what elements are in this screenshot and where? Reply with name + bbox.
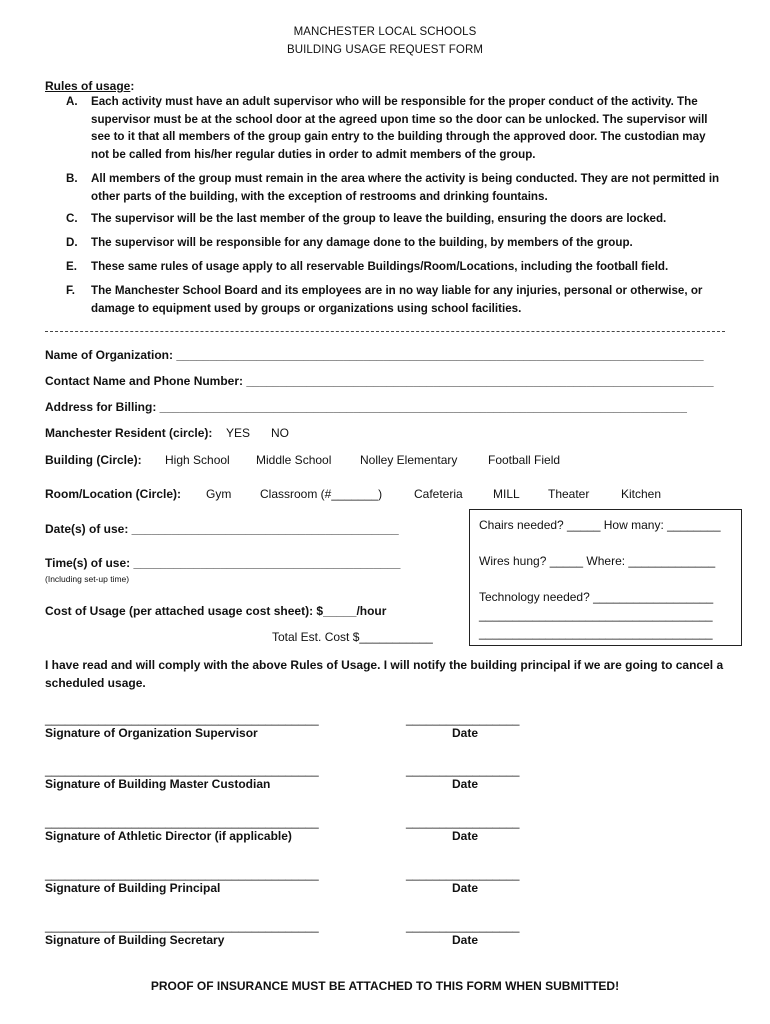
total-est-cost-field[interactable]: Total Est. Cost $___________ [272, 630, 433, 644]
rule-text: The Manchester School Board and its employees are in no way liable for any injuries, personal or otherwise, or damage to equipment used by groups or organizations using school facilities. [91, 284, 703, 315]
rule-a [66, 93, 726, 163]
date-line[interactable]: _________________ [406, 815, 520, 829]
rule-text: The supervisor will be responsible for any damage done to the building, by members of the group. [91, 236, 633, 249]
resident-yes-option[interactable]: YES [226, 426, 251, 440]
rule-b [66, 170, 726, 205]
signature-line[interactable]: _________________________________________ [45, 867, 319, 881]
agreement-text: I have read and will comply with the above Rules of Usage. I will notify the building principal if we are going to cancel a scheduled usage. [45, 658, 724, 690]
rule-letter: C. [66, 212, 78, 225]
insurance-notice: PROOF OF INSURANCE MUST BE ATTACHED TO THIS FORM WHEN SUBMITTED! [150, 979, 620, 993]
billing-address-field[interactable]: Address for Billing: _______________________________________________________________________________ [45, 400, 687, 414]
room-option-gym[interactable]: Gym [206, 487, 232, 501]
contact-name-phone-field[interactable]: Contact Name and Phone Number: ______________________________________________________________________ [45, 374, 714, 388]
rule-e [66, 258, 726, 276]
rule-text: All members of the group must remain in the area where the activity is being conducted. They are not permitted in other parts of the building, with the exception of restrooms and drinking fountains. [91, 172, 720, 203]
building-label: Building (Circle): [45, 453, 142, 467]
room-option-theater[interactable]: Theater [548, 487, 590, 501]
header-line-2: BUILDING USAGE REQUEST FORM [286, 44, 484, 56]
signature-line[interactable]: _________________________________________ [45, 763, 319, 777]
rule-c [66, 210, 726, 228]
times-note: (Including set-up time) [45, 574, 130, 584]
signature-line[interactable]: _________________________________________ [45, 712, 319, 726]
signature-label-athletic-director: Signature of Athletic Director (if applicable) [45, 829, 292, 843]
rules-heading: Rules of usage: [45, 79, 135, 93]
date-label: Date [452, 726, 479, 740]
rule-letter: B. [66, 172, 78, 185]
rule-letter: D. [66, 236, 78, 249]
rule-letter: A. [66, 95, 78, 108]
times-of-use-field[interactable]: Time(s) of use: ________________________________________ [45, 556, 401, 570]
building-option-football-field[interactable]: Football Field [488, 453, 561, 467]
rule-text: The supervisor will be the last member of the group to leave the building, ensuring the doors are locked. [91, 212, 667, 225]
rule-d [66, 234, 726, 252]
room-option-classroom[interactable]: Classroom (#_______) [260, 487, 383, 501]
building-option-nolley-elementary[interactable]: Nolley Elementary [360, 453, 458, 467]
rule-letter: F. [66, 284, 76, 297]
organization-name-field[interactable]: Name of Organization: _______________________________________________________________________________ [45, 348, 704, 362]
wires-hung-field[interactable]: Wires hung? _____ Where: _____________ [479, 554, 716, 568]
signature-label-building-master-custodian: Signature of Building Master Custodian [45, 777, 271, 791]
room-option-mill[interactable]: MILL [493, 487, 520, 501]
rule-f [66, 282, 726, 317]
room-label: Room/Location (Circle): [45, 487, 182, 501]
date-line[interactable]: _________________ [406, 867, 520, 881]
dates-of-use-field[interactable]: Date(s) of use: ________________________________________ [45, 522, 399, 536]
signature-line[interactable]: _________________________________________ [45, 919, 319, 933]
date-line[interactable]: _________________ [406, 919, 520, 933]
building-option-high-school[interactable]: High School [165, 453, 230, 467]
signature-label-building-principal: Signature of Building Principal [45, 881, 221, 895]
room-option-kitchen[interactable]: Kitchen [621, 487, 662, 501]
date-label: Date [452, 829, 479, 843]
room-option-cafeteria[interactable]: Cafeteria [414, 487, 463, 501]
building-option-middle-school[interactable]: Middle School [256, 453, 332, 467]
technology-line-1[interactable]: ___________________________________ [479, 608, 713, 622]
resident-label: Manchester Resident (circle): [45, 426, 213, 440]
technology-needed-field[interactable]: Technology needed? __________________ [479, 590, 714, 604]
signature-line[interactable]: _________________________________________ [45, 815, 319, 829]
rule-text: These same rules of usage apply to all reservable Buildings/Room/Locations, including the football field. [91, 260, 669, 273]
cost-of-usage-field[interactable]: Cost of Usage (per attached usage cost sheet): $_____/hour [45, 604, 387, 618]
header-line-1: MANCHESTER LOCAL SCHOOLS [293, 26, 477, 38]
date-label: Date [452, 933, 479, 947]
signature-label-organization-supervisor: Signature of Organization Supervisor [45, 726, 258, 740]
date-line[interactable]: _________________ [406, 712, 520, 726]
signature-label-building-secretary: Signature of Building Secretary [45, 933, 225, 947]
chairs-needed-field[interactable]: Chairs needed? _____ How many: ________ [479, 518, 721, 532]
date-label: Date [452, 881, 479, 895]
rule-letter: E. [66, 260, 77, 273]
resident-no-option[interactable]: NO [271, 426, 289, 440]
rule-text: Each activity must have an adult supervisor who will be responsible for the proper conduct of the activity. The supervisor must be at the school door at the agreed upon time so the door can be unlocked. The supervisor will see to it that all members of the group gain entry to the building through the approved door. The custodian may not be called from his/her regular duties in order to admit members of the group. [91, 95, 708, 161]
date-line[interactable]: _________________ [406, 763, 520, 777]
dashed-divider [45, 331, 725, 332]
date-label: Date [452, 777, 479, 791]
technology-line-2[interactable]: ___________________________________ [479, 626, 713, 640]
